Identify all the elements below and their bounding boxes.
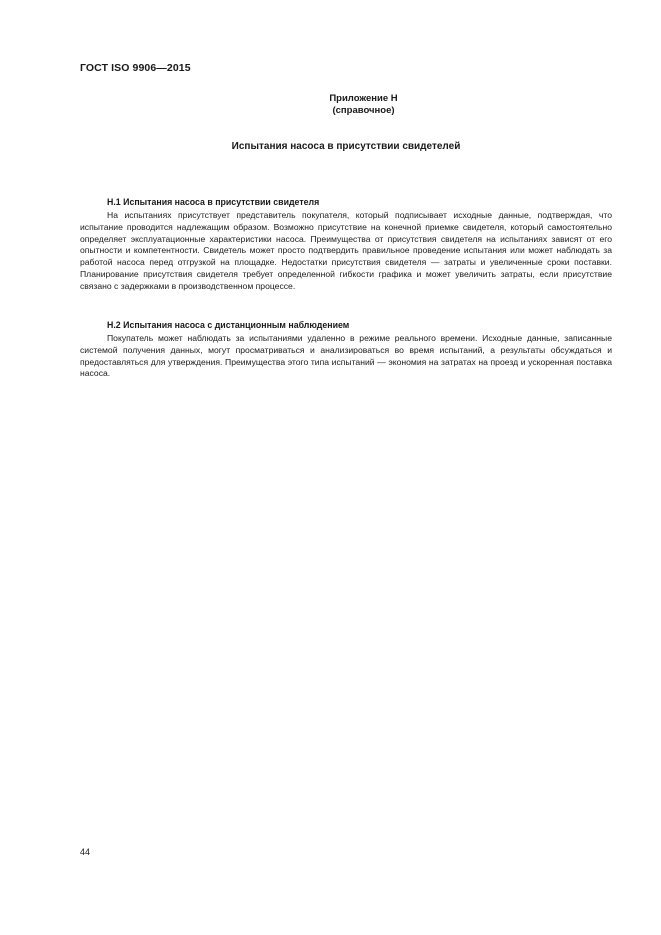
page-title: Испытания насоса в присутствии свидетелей [231, 141, 461, 152]
section-text: На испытаниях присутствует представитель покупателя, который подписывает исходные данные, подтверждая, что испытание проводится надлежащим образом. Возможно присутствие на конечной приемке свидетеля, который самостоятельно определяет эксплуатационные характеристики насоса. Преимущества от присутствия свидетеля на испытаниях зависят от его опытности и компетентности. Свидетель может просто подтвердить правильное проведение испытания или может наблюдать за работой насоса перед отгрузкой на площадке. Недостатки присутствия свидетеля — затраты и увеличенные сроки поставки. Планирование присутствия свидетеля требует определенной гибкости графика и может увеличить затраты, если присутствие связано с задержками в производственном процессе. [80, 210, 612, 291]
section-heading: Н.1 Испытания насоса в присутствии свидетеля [107, 197, 320, 207]
section-h1 [80, 196, 612, 293]
section-heading: Н.2 Испытания насоса с дистанционным наблюдением [107, 320, 350, 330]
page-number: 44 [80, 847, 91, 857]
annex-heading [80, 93, 580, 117]
section-text: Покупатель может наблюдать за испытаниями удаленно в режиме реального времени. Исходные данные, записанные системой получения данных, могут просматриваться и анализироваться во время испытаний, а результаты обсуждаться и предоставляться для утверждения. Преимущества этого типа испытаний — экономия на затратах на проезд и ускоренная поставка насоса. [80, 333, 612, 379]
annex-label: Приложение Н [329, 93, 398, 104]
document-code: ГОСТ ISO 9906—2015 [80, 62, 191, 74]
section-h2 [80, 319, 612, 380]
annex-type: (справочное) [332, 105, 395, 116]
